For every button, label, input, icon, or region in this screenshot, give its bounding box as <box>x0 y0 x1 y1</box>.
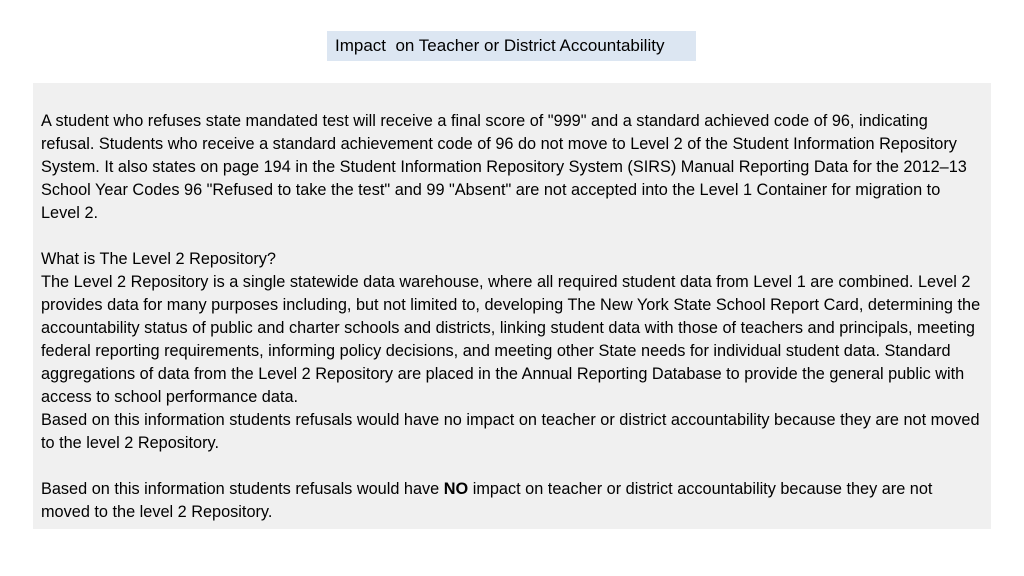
paragraph-conclusion: Based on this information students refusals would have no impact on teacher or district accountability because they are not moved to the level 2 Repository. <box>41 411 980 452</box>
paragraph-conclusion-emphasis <box>41 478 983 524</box>
slide-title: Impact on Teacher or District Accountability <box>327 31 696 61</box>
emphasis-no: NO <box>443 480 469 498</box>
spacer <box>41 455 983 478</box>
content-panel <box>33 83 991 529</box>
conclusion-text-start: Based on this information students refusals would have <box>41 480 444 498</box>
paragraph-refusal-code: A student who refuses state mandated test will receive a final score of "999" and a standard achieved code of 96, indicating refusal. Students who receive a standard achievement code of 96 do not move to Level 2 of the Student Information Repository System. It also states on page 194 in the Student Information Repository System (SIRS) Manual Reporting Data for the 2012–13 School Year Codes 96 "Refused to take the test" and 99 "Absent" are not accepted into the Level 1 Container for migration to Level 2. <box>41 112 967 222</box>
spacer <box>41 225 983 248</box>
conclusion-text-end: impact on teacher or district accountability because they are not moved to the level 2 Repository. <box>41 480 933 521</box>
question-heading: What is The Level 2 Repository? <box>41 250 276 268</box>
paragraph-level2-description: The Level 2 Repository is a single statewide data warehouse, where all required student data from Level 1 are combined. Level 2 provides data for many purposes including, but not limited to, developing The New York State School Report Card, determining the accountability status of public and charter schools and districts, linking student data with those of teachers and principals, meeting federal reporting requirements, informing policy decisions, and meeting other State needs for individual student data. Standard aggregations of data from the Level 2 Repository are placed in the Annual Reporting Database to provide the general public with access to school performance data. <box>41 273 981 406</box>
